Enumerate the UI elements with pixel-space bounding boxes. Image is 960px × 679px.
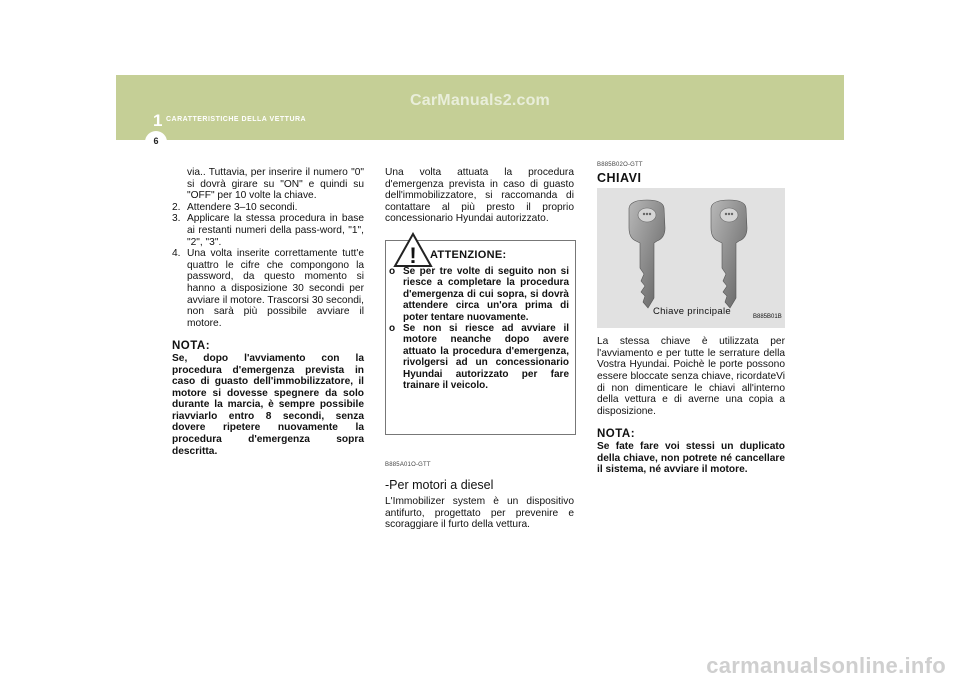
note-text: Se, dopo l'avviamento con la procedura d'emergenza prevista in caso di guasto dell'immobilizzatore, il motore si dovesse spegnere da solo durante la marcia, è sempre possibile riavviarlo entro 8 secondi, senza dovere ripetere nuovamente la procedura d'emergenza sopra descritta.	[172, 352, 364, 457]
paragraph: L'Immobilizer system è un dispositivo antifurto, progettato per prevenire e scoraggiare il furto della vettura.	[385, 496, 574, 531]
chapter-title: CARATTERISTICHE DELLA VETTURA	[166, 116, 307, 123]
key-illustration	[597, 188, 785, 328]
page-number: 6	[153, 136, 159, 146]
list-item: 2. Attendere 3–10 secondi.	[172, 201, 298, 213]
warning-list	[389, 266, 569, 391]
warning-icon	[393, 232, 433, 268]
image-code: B885B01B	[753, 314, 782, 321]
column-2	[385, 167, 574, 531]
note-heading: NOTA:	[597, 428, 636, 441]
list-item: o Se non si riesce ad avviare il motore neanche dopo avere attuato la procedura d'emergenza, rivolgersi ad un concessionario Hyundai autorizzato per fare trainare il veicolo.	[389, 323, 569, 392]
steps-list	[172, 202, 364, 330]
note-text: Se fate fare voi stessi un duplicato della chiave, non potrete né cancellare il sistema, né avviare il motore.	[597, 440, 785, 476]
watermark-top[interactable]: CarManuals2.com	[410, 92, 550, 109]
note-heading: NOTA:	[172, 340, 211, 353]
list-item: o Se per tre volte di seguito non si riesce a completare la procedura d'emergenza di cui sopra, si dovrà attendere circa un'ora prima di poter tentare nuovamente.	[389, 265, 569, 323]
warning-exclamation: !	[409, 242, 417, 268]
section-code: B885B02O-GTT	[597, 162, 643, 168]
key-right-icon	[711, 200, 747, 308]
section-code: B885A01O-GTT	[385, 461, 431, 468]
list-item: 3. Applicare la stessa procedura in base ai restanti numeri della pass-word, "1", "2", "3".	[172, 213, 364, 248]
section-heading: CHIAVI	[597, 170, 642, 185]
warning-title: ATTENZIONE:	[430, 248, 507, 261]
step-1-continuation: via.. Tuttavia, per inserire il numero "0" si dovrà girare su "ON" e quindi su "OFF" per 10 volte la chiave.	[187, 167, 364, 202]
key-left-icon	[629, 200, 665, 308]
warning-box	[385, 240, 576, 435]
section-title: -Per motori a diesel	[385, 477, 494, 492]
watermark-bottom[interactable]: carmanualsonline.info	[706, 653, 946, 678]
column-1	[172, 167, 364, 457]
image-caption: Chiave principale	[653, 306, 731, 318]
paragraph: La stessa chiave è utilizzata per l'avviamento e per tutte le serrature della Vostra Hyundai. Poichè le porte possono essere bloccate senza chiave, ricordateVi di non dimenticare le chiavi all'interno della vettura e di averne una copia a disposizione.	[597, 336, 785, 417]
paragraph: Una volta attuata la procedura d'emergenza prevista in caso di guasto dell'immobilizzatore, si raccomanda di contattare al più presto il proprio concessionario Hyundai autorizzato.	[385, 167, 574, 225]
chapter-number: 1	[153, 111, 163, 130]
column-3	[597, 160, 785, 476]
list-item: 4. Una volta inserite correttamente tutt'e quattro le cifre che compongono la password, da questo momento si hanno a disposizione 30 secondi per avviare il motore. Trascorsi 30 secondi, non sarà più possibile avviare il motore.	[172, 248, 364, 329]
